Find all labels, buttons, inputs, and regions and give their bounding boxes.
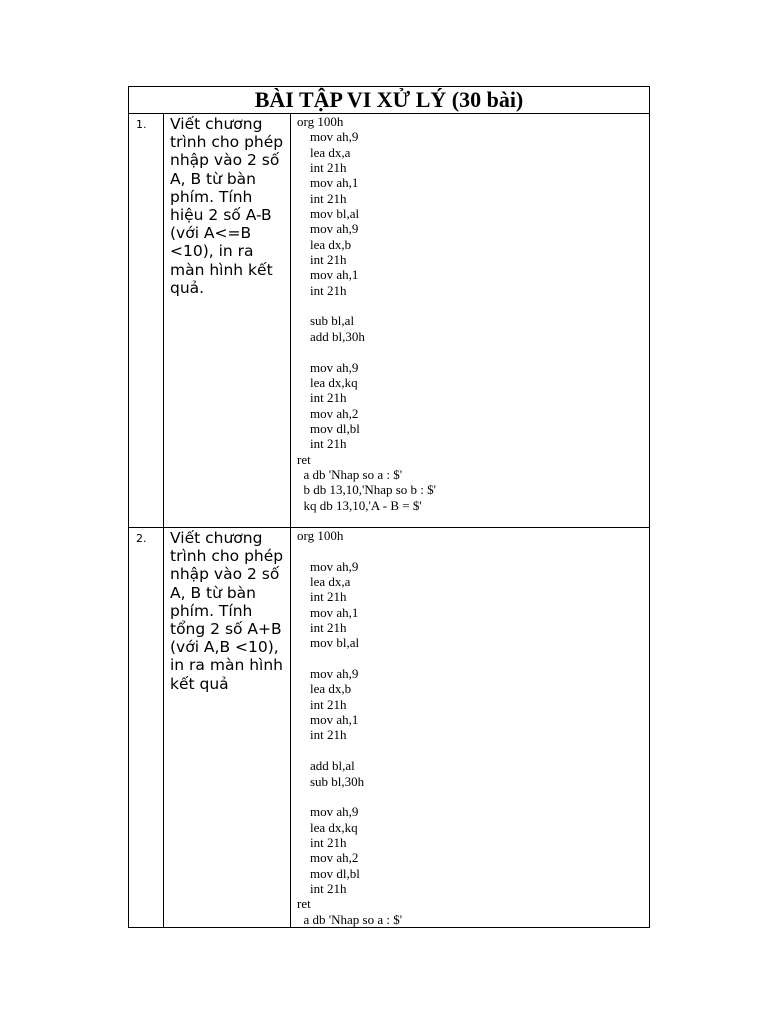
code-line: mov ah,1 [297,175,359,191]
exercise-row [129,114,650,528]
code-line: b db 13,10,'Nhap so b : $' [297,482,437,498]
code-line: int 21h [297,834,347,850]
code-line: mov ah,9 [297,558,359,574]
code-line [297,543,649,558]
code-line: org 100h [297,528,344,543]
code-line: mov bl,al [297,635,360,651]
code-line: lea dx,kq [297,374,358,390]
code-line: a db 'Nhap so a : $' [297,466,403,482]
code-line: int 21h [297,160,347,176]
code-line: int 21h [297,727,347,743]
code-line: mov ah,9 [297,359,359,375]
document-title: BÀI TẬP VI XỬ LÝ (30 bài) [129,87,650,114]
code-line: mov ah,1 [297,712,359,728]
exercise-number-cell [129,528,164,928]
code-line: int 21h [297,696,347,712]
code-line: a db 'Nhap so a : $' [297,911,403,927]
code-line: org 100h [297,114,344,129]
title-row [129,87,650,114]
code-line [297,651,649,666]
code-line: mov ah,9 [297,129,359,145]
code-line: int 21h [297,190,347,206]
code-line: lea dx,a [297,144,351,160]
code-line: ret [297,896,311,912]
code-line: add bl,al [297,758,355,774]
code-line: lea dx,b [297,236,352,252]
code-line [297,344,649,359]
code-line: mov ah,1 [297,604,359,620]
code-line: int 21h [297,880,347,896]
exercise-description-cell [164,528,291,928]
code-line: ret [297,451,311,467]
code-line: mov ah,9 [297,666,359,682]
code-line: lea dx,kq [297,819,358,835]
code-line: kq db 13,10,'A - B = $' [297,497,422,513]
code-line: int 21h [297,589,347,605]
code-line: mov ah,1 [297,267,359,283]
code-line: lea dx,a [297,574,351,590]
code-line: mov ah,9 [297,221,359,237]
code-line: sub bl,al [297,313,355,329]
code-line: int 21h [297,436,347,452]
code-line [297,298,649,313]
code-line: int 21h [297,390,347,406]
exercise-row [129,528,650,928]
code-line: mov dl,bl [297,420,360,436]
exercise-description: Viết chương trình cho phép nhập vào 2 số A, B từ bàn phím. Tính hiệu 2 số A-B (với A<=B <10), in ra màn hình kết quả. [170,115,284,297]
code-block [291,528,649,927]
code-line: int 21h [297,282,347,298]
code-line: mov dl,bl [297,865,360,881]
code-line: lea dx,b [297,681,352,697]
exercise-code-cell [291,114,650,528]
code-line: add bl,30h [297,328,365,344]
code-line [297,743,649,758]
code-block [291,114,649,513]
exercise-code-cell [291,528,650,928]
exercise-number-cell [129,114,164,528]
exercise-description-cell [164,114,291,528]
code-line: mov ah,9 [297,804,359,820]
code-line: int 21h [297,620,347,636]
code-line: sub bl,30h [297,773,365,789]
code-line: mov bl,al [297,206,360,222]
exercise-number: 2. [136,532,147,545]
exercise-number: 1. [136,118,147,131]
exercise-table [128,86,650,928]
exercise-description: Viết chương trình cho phép nhập vào 2 số A, B từ bàn phím. Tính tổng 2 số A+B (với A,B <10), in ra màn hình kết quả [170,529,284,693]
code-line [297,789,649,804]
code-line: mov ah,2 [297,850,359,866]
code-line: mov ah,2 [297,405,359,421]
code-line: int 21h [297,252,347,268]
